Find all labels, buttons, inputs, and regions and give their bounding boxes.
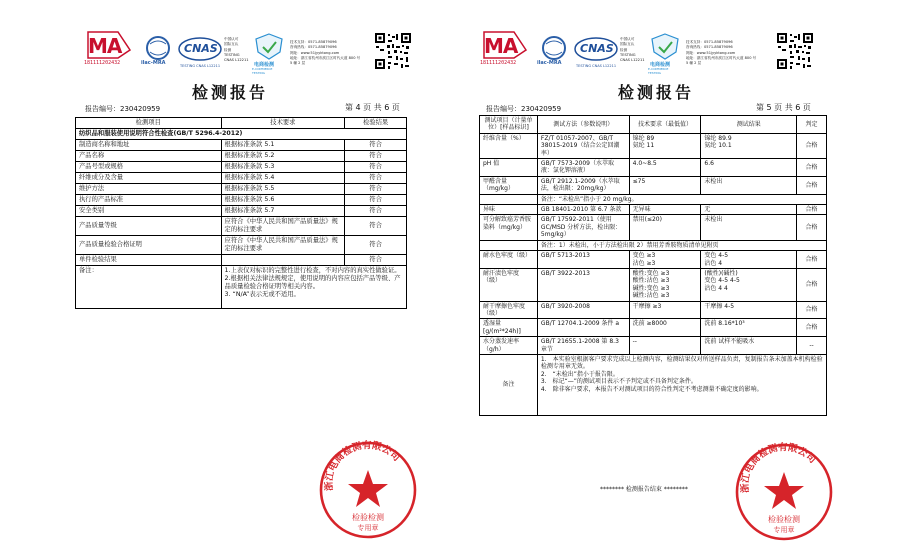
qr-code xyxy=(374,32,412,70)
official-stamp xyxy=(734,442,834,542)
page-number: 第 5 页 共 6 页 xyxy=(756,103,811,112)
ilac-mra-logo: ilac-MRA xyxy=(138,34,178,74)
report-number: 报告编号：230420959 xyxy=(486,105,562,113)
table-row: 纤维含量（%） FZ/T 01057-2007、GB/T 38015-2019（结合公定回潮率） 锦纶 89 氨纶 11 锦纶 89.9 氨纶 10.1 合格 xyxy=(480,133,827,158)
accreditation-info: 中国认可 国际互认 检测 TESTING CNAS L12211 xyxy=(620,37,645,63)
report-title: 检测报告 xyxy=(618,83,695,102)
page-number: 第 4 页 共 6 页 xyxy=(345,103,400,112)
qr-code xyxy=(776,32,814,70)
report-end-marker: ******** 检测报告结束 ******** xyxy=(600,486,688,493)
letterhead xyxy=(480,30,780,75)
table-note-row: 备注：1）未检出，小于方法检出限 2）禁用芳香胺物质清单见附页 xyxy=(480,240,827,250)
accreditation-info: 中国认可 国际互认 检测 TESTING CNAS L12211 xyxy=(224,37,249,63)
cma-logo: MA 181111202432 xyxy=(84,30,134,70)
stamp-company-name: 浙江电商检测有限公司 xyxy=(323,440,402,492)
table-row: 执行的产品标准 根据标准条款 5.6 符合 xyxy=(76,195,407,206)
table-row: 水分蒸发速率（g/h） GB/T 21655.1-2008 第 8.3 章节 -- 洗前 试样不能吸水 -- xyxy=(480,337,827,355)
section-row: 纺织品和服装使用说明符合性检查(GB/T 5296.4-2012) xyxy=(76,129,407,140)
table-row: 透湿量[g/(m²*24h)] GB/T 12704.1-2009 条件 a 洗前 ≥8000 洗前 8.16*10³ 合格 xyxy=(480,319,827,337)
table-header-row: 测试项目（计量单位）[样品标识] 测试方法（参数说明） 技术要求（最低值） 测试结果 判定 xyxy=(480,116,827,134)
table-row: 产品号型或规格 根据标准条款 5.3 符合 xyxy=(76,162,407,173)
svg-text:检验检测: 检验检测 xyxy=(768,515,800,524)
contact-info: 技术支持：0571-85879096 咨询热线：0571-85879096 网址：www.51jyyktong.com 地址：浙江省杭州市滨江区时代大道 800 号 5 幢 2 层 xyxy=(290,40,361,66)
report-page-5 xyxy=(450,0,900,558)
ecommerce-testing-seal: 电商检测 E-COMMERCE TESTING xyxy=(648,32,682,72)
official-stamp xyxy=(318,440,418,540)
table-row: pH 值 GB/T 7573-2009（水萃取液：氯化钾溶液） 4.0~8.5 6.6 合格 xyxy=(480,159,827,177)
svg-text:专用章: 专用章 xyxy=(357,524,379,532)
svg-text:专用章: 专用章 xyxy=(773,526,795,534)
table-row: 安全类别 根据标准条款 5.7 符合 xyxy=(76,206,407,217)
table-row: 产品质量等级 应符合《中华人民共和国产品质量法》规定的标注要求 符合 xyxy=(76,217,407,236)
star-icon xyxy=(348,470,388,507)
ecommerce-testing-seal: 电商检测 E-COMMERCE TESTING xyxy=(252,32,286,72)
table-row: 制造商名称和地址 根据标准条款 5.1 符合 xyxy=(76,140,407,151)
report-title: 检测报告 xyxy=(192,83,269,102)
contact-info: 技术支持：0571-85879096 咨询热线：0571-85879096 网址：www.51jyyktong.com 地址：浙江省杭州市滨江区时代大道 800 号 5 幢 2 层 xyxy=(686,40,757,66)
table-row: 纤维成分及含量 根据标准条款 5.4 符合 xyxy=(76,173,407,184)
cma-logo: MA 181111202432 xyxy=(480,30,530,70)
table-header-row: 检测项目 技术要求 检验结果 xyxy=(76,118,407,129)
cnas-logo: CNAS TESTING CNAS L12211 xyxy=(178,36,223,76)
table-note-row: 备注：“未检出”指小于 20 mg/kg。 xyxy=(480,194,827,204)
table-row: 耐汗渍色牢度（级） GB/T 3922-2013 酸性:变色 ≥3 酸性:沾色 ≥3 碱性:变色 ≥3 碱性:沾色 ≥3 (酸性)(碱性) 变色 4-5 4-5 沾色 4 4 合格 xyxy=(480,268,827,301)
cnas-logo: CNAS TESTING CNAS L12211 xyxy=(574,36,619,76)
table-row: 耐干摩擦色牢度（级） GB/T 3920-2008 干摩擦 ≥3 干摩擦 4-5 合格 xyxy=(480,301,827,319)
table-row: 产品质量检验合格证明 应符合《中华人民共和国产品质量法》规定的标注要求 符合 xyxy=(76,236,407,255)
report-number: 报告编号：230420959 xyxy=(85,105,161,113)
svg-text:检验检测: 检验检测 xyxy=(352,513,384,522)
star-icon xyxy=(764,472,804,509)
remarks-row: 备注 1. 本实验室根据客户要求完成以上检测内容，检测结果仅对所送样品负责，复制报告条未加盖本机构检验检测专用章无效。 2. “未检出”指小于报告限。 3. 标记“—”的测试项目表示不予判定或不具备判定条件。 4. 除非客户要求，本报告不对测试项目的符合性判定不考虑测量不确定度的影响。 xyxy=(480,354,827,415)
table-row: 单件检验结果 符合 xyxy=(76,255,407,266)
table-row: 甲醛含量（mg/kg） GB/T 2912.1-2009（水萃取法，检出限：20mg/kg） ≤75 未检出 合格 xyxy=(480,176,827,194)
letterhead xyxy=(84,30,384,75)
table-row: 产品名称 根据标准条款 5.2 符合 xyxy=(76,151,407,162)
table-row: 可分解致癌芳香胺染料（mg/kg） GB/T 17592-2011（使用 GC/MSD 分析方法，检出限：5mg/kg） 禁用(≤20) 未检出 合格 xyxy=(480,215,827,240)
ilac-mra-logo: ilac-MRA xyxy=(534,34,574,74)
test-results-table xyxy=(479,115,827,416)
table-row: 耐水色牢度（级） GB/T 5713-2013 变色 ≥3 沾色 ≥3 变色 4-5 沾色 4 合格 xyxy=(480,251,827,269)
stamp-company-name: 浙江电商检测有限公司 xyxy=(739,442,818,494)
remarks-row: 备注： 1.上表仅对标识的完整性进行检查，不对内容的真实性做验证。 2.根据相关法律法规规定，使用说明的内容应包括产品等级、产品质量检验合格证明等相关内容。 3. “N/A”表示无或不适用。 xyxy=(76,266,407,309)
table-row: 异味 GB 18401-2010 第 6.7 条款 无异味 无 合格 xyxy=(480,205,827,215)
labeling-check-table xyxy=(75,117,407,309)
table-row: 维护方法 根据标准条款 5.5 符合 xyxy=(76,184,407,195)
